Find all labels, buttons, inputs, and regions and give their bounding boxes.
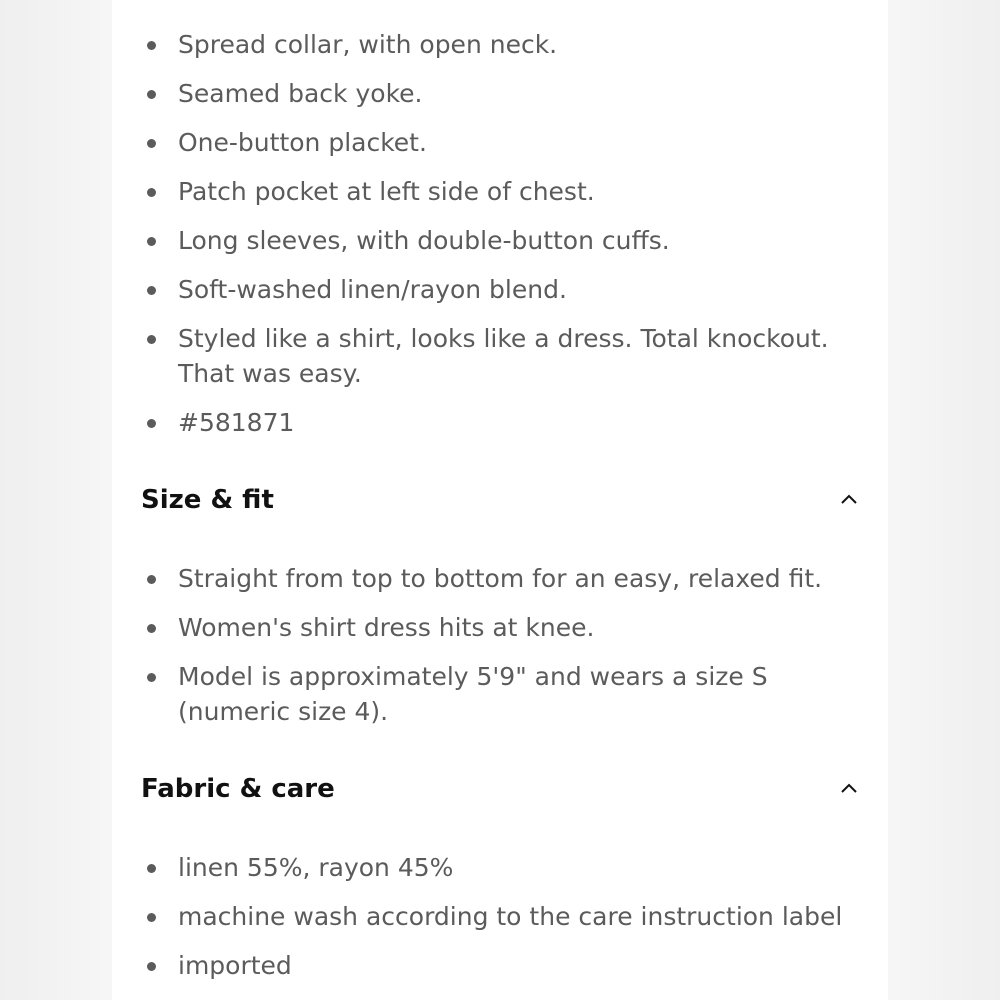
list-item: Soft-washed linen/rayon blend. xyxy=(144,272,864,307)
list-item: #581871 xyxy=(144,405,864,440)
bullet-icon xyxy=(147,419,156,428)
bullet-icon xyxy=(147,575,156,584)
bullet-icon xyxy=(147,41,156,50)
list-item: Long sleeves, with double-button cuffs. xyxy=(144,223,864,258)
bullet-icon xyxy=(147,139,156,148)
list-item: Women's shirt dress hits at knee. xyxy=(144,610,864,645)
background-right xyxy=(888,0,1000,1000)
size-fit-header[interactable] xyxy=(141,480,861,520)
bullet-icon xyxy=(147,188,156,197)
bullet-icon xyxy=(147,237,156,246)
size-fit-list xyxy=(144,561,864,743)
bullet-icon xyxy=(147,962,156,971)
bullet-icon xyxy=(147,864,156,873)
bullet-icon xyxy=(147,624,156,633)
list-item: linen 55%, rayon 45% xyxy=(144,850,864,885)
background-left xyxy=(0,0,112,1000)
bullet-icon xyxy=(147,90,156,99)
list-item: One-button placket. xyxy=(144,125,864,160)
section-title: Size & fit xyxy=(141,485,274,515)
list-item: machine wash according to the care instruction label xyxy=(144,899,864,934)
bullet-icon xyxy=(147,673,156,682)
list-item: imported xyxy=(144,948,864,983)
section-title: Fabric & care xyxy=(141,774,335,804)
chevron-up-icon[interactable] xyxy=(837,488,861,512)
list-item: Patch pocket at left side of chest. xyxy=(144,174,864,209)
fabric-care-header[interactable] xyxy=(141,769,861,809)
list-item: Seamed back yoke. xyxy=(144,76,864,111)
chevron-up-icon[interactable] xyxy=(837,777,861,801)
details-list xyxy=(144,27,864,454)
bullet-icon xyxy=(147,286,156,295)
list-item: Model is approximately 5'9" and wears a size S (numeric size 4). xyxy=(144,659,864,729)
product-details-panel xyxy=(112,0,888,1000)
fabric-care-list xyxy=(144,850,864,997)
list-item: Styled like a shirt, looks like a dress. Total knockout. That was easy. xyxy=(144,321,864,391)
bullet-icon xyxy=(147,335,156,344)
list-item: Spread collar, with open neck. xyxy=(144,27,864,62)
list-item: Straight from top to bottom for an easy, relaxed fit. xyxy=(144,561,864,596)
bullet-icon xyxy=(147,913,156,922)
